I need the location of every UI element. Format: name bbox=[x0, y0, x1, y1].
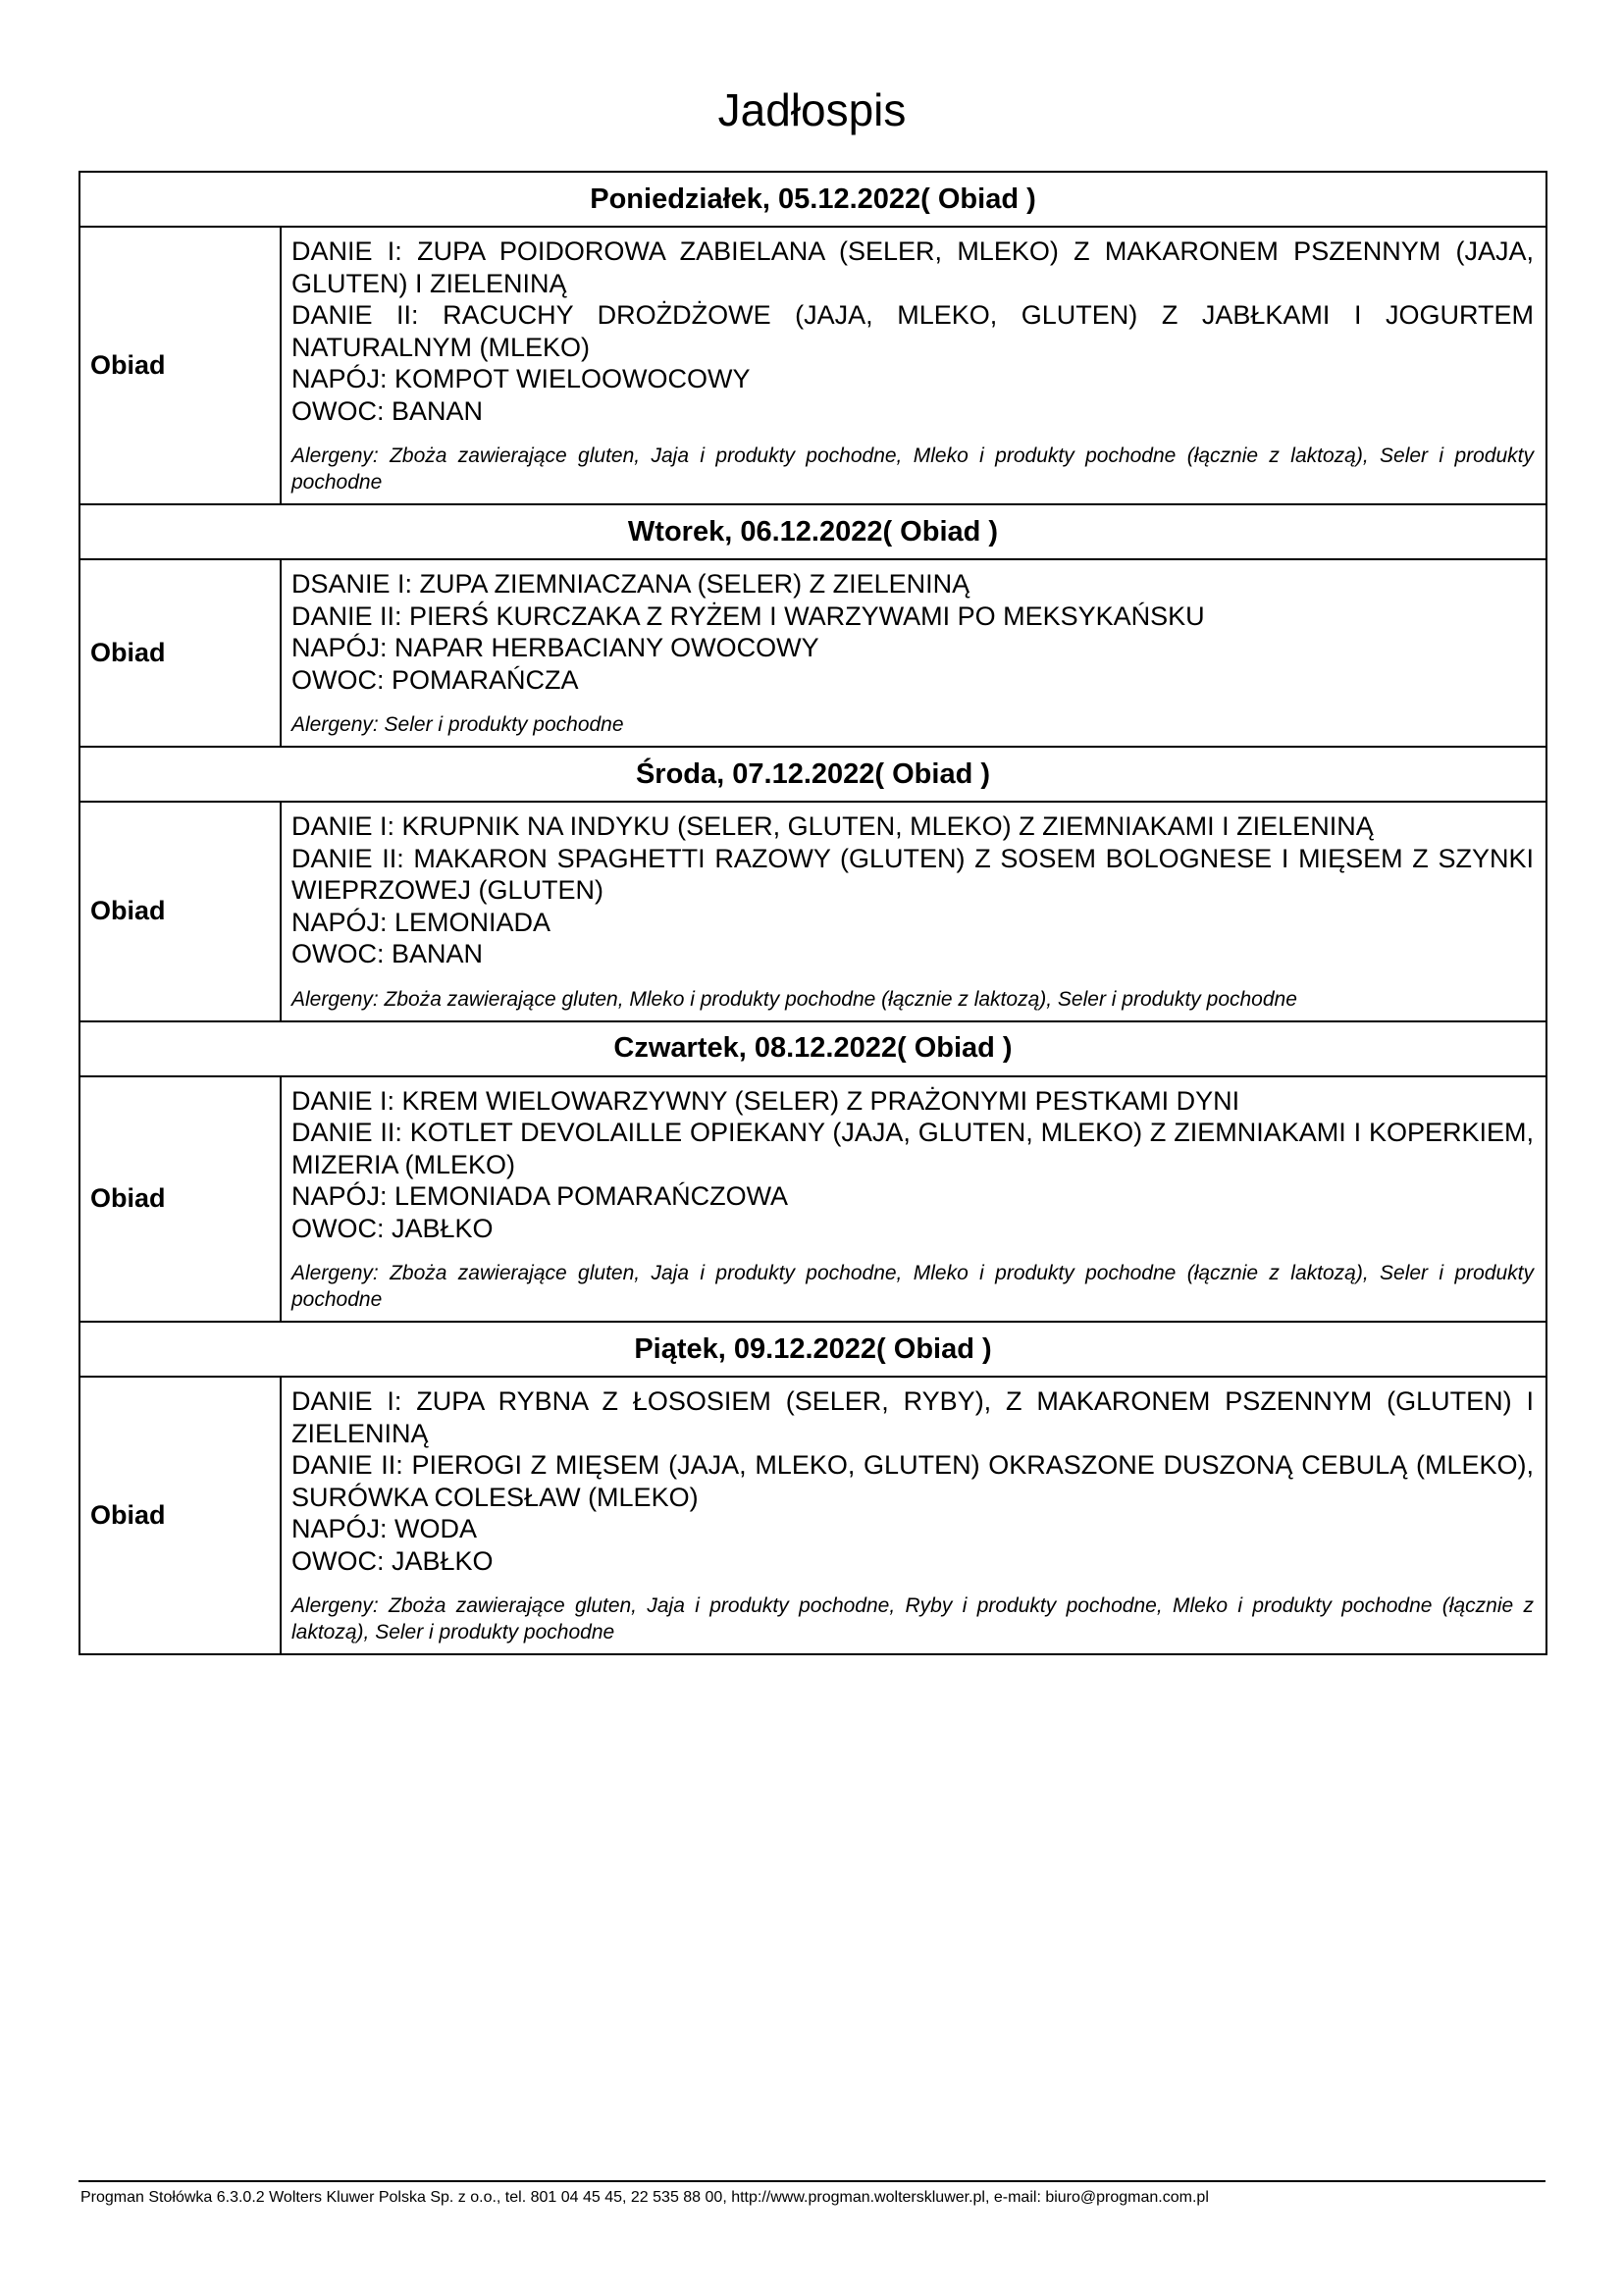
dish-fruit: OWOC: JABŁKO bbox=[291, 1213, 494, 1243]
dish-fruit: OWOC: JABŁKO bbox=[291, 1545, 494, 1576]
dish-drink: NAPÓJ: LEMONIADA bbox=[291, 907, 551, 937]
dish-list bbox=[291, 810, 1534, 970]
day-header-row bbox=[79, 747, 1546, 802]
meal-label: Obiad bbox=[79, 227, 281, 504]
day-header: Czwartek, 08.12.2022( Obiad ) bbox=[79, 1021, 1546, 1076]
menu-table bbox=[79, 171, 1547, 1655]
dish-second-course: DANIE II: RACUCHY DROŻDŻOWE (JAJA, MLEKO, GLUTEN) Z JABŁKAMI I JOGURTEM NATURALNYM (MLEKO) bbox=[291, 300, 1534, 362]
dish-drink: NAPÓJ: LEMONIADA POMARAŃCZOWA bbox=[291, 1181, 789, 1211]
dish-second-course: DANIE II: MAKARON SPAGHETTI RAZOWY (GLUTEN) Z SOSEM BOLOGNESE I MIĘSEM Z SZYNKI WIEPRZOWEJ (GLUTEN) bbox=[291, 843, 1534, 905]
dish-first-course: DANIE I: KRUPNIK NA INDYKU (SELER, GLUTEN, MLEKO) Z ZIEMNIAKAMI I ZIELENINĄ bbox=[291, 811, 1374, 841]
meal-content bbox=[281, 1076, 1546, 1323]
dish-first-course: DANIE I: ZUPA RYBNA Z ŁOSOSIEM (SELER, RYBY), Z MAKARONEM PSZENNYM (GLUTEN) I ZIELENINĄ bbox=[291, 1386, 1534, 1448]
meal-label: Obiad bbox=[79, 1076, 281, 1323]
allergens-note: Alergeny: Zboża zawierające gluten, Jaja i produkty pochodne, Mleko i produkty pochodne (łącznie z laktozą), Seler i produkty pochodne bbox=[291, 1262, 1534, 1311]
meal-row bbox=[79, 802, 1546, 1021]
meal-row bbox=[79, 227, 1546, 504]
footer-divider bbox=[79, 2180, 1545, 2182]
dish-fruit: OWOC: BANAN bbox=[291, 395, 484, 426]
dish-fruit: OWOC: POMARAŃCZA bbox=[291, 664, 579, 695]
day-header-row bbox=[79, 172, 1546, 227]
dish-second-course: DANIE II: KOTLET DEVOLAILLE OPIEKANY (JAJA, GLUTEN, MLEKO) Z ZIEMNIAKAMI I KOPERKIEM, MIZERIA (MLEKO) bbox=[291, 1118, 1534, 1179]
dish-first-course: DANIE I: KREM WIELOWARZYWNY (SELER) Z PRAŻONYMI PESTKAMI DYNI bbox=[291, 1085, 1240, 1116]
meal-content bbox=[281, 1377, 1546, 1654]
dish-first-course: DANIE I: ZUPA POIDOROWA ZABIELANA (SELER, MLEKO) Z MAKARONEM PSZENNYM (JAJA, GLUTEN) I ZIELENINĄ bbox=[291, 236, 1534, 298]
allergens-note: Alergeny: Zboża zawierające gluten, Jaja i produkty pochodne, Ryby i produkty pochodne, Mleko i produkty pochodne (łącznie z laktozą), Seler i produkty pochodne bbox=[291, 1594, 1534, 1644]
dish-list bbox=[291, 1085, 1534, 1245]
dish-drink: NAPÓJ: WODA bbox=[291, 1514, 478, 1543]
dish-list bbox=[291, 235, 1534, 427]
dish-second-course: DANIE II: PIERŚ KURCZAKA Z RYŻEM I WARZYWAMI PO MEKSYKAŃSKU bbox=[291, 600, 1205, 631]
meal-label: Obiad bbox=[79, 1377, 281, 1654]
day-header: Środa, 07.12.2022( Obiad ) bbox=[79, 747, 1546, 802]
meal-content bbox=[281, 227, 1546, 504]
day-header: Poniedziałek, 05.12.2022( Obiad ) bbox=[79, 172, 1546, 227]
meal-label: Obiad bbox=[79, 802, 281, 1021]
dish-list bbox=[291, 1385, 1534, 1577]
meal-label: Obiad bbox=[79, 559, 281, 747]
dish-list bbox=[291, 568, 1534, 696]
meal-content bbox=[281, 802, 1546, 1021]
meal-row bbox=[79, 1076, 1546, 1323]
day-header-row bbox=[79, 1021, 1546, 1076]
dish-drink: NAPÓJ: NAPAR HERBACIANY OWOCOWY bbox=[291, 633, 819, 662]
day-header: Wtorek, 06.12.2022( Obiad ) bbox=[79, 504, 1546, 559]
meal-row bbox=[79, 1377, 1546, 1654]
dish-fruit: OWOC: BANAN bbox=[291, 939, 484, 968]
footer-text: Progman Stołówka 6.3.0.2 Wolters Kluwer Polska Sp. z o.o., tel. 801 04 45 45, 22 535 88 00, http://www.progman.wolterskluwer.pl, e-mail: biuro@progman.com.pl bbox=[80, 2189, 1209, 2206]
dish-drink: NAPÓJ: KOMPOT WIELOOWOCOWY bbox=[291, 364, 751, 393]
page-title: Jadłospis bbox=[717, 84, 907, 135]
day-header-row bbox=[79, 1322, 1546, 1377]
allergens-note: Alergeny: Zboża zawierające gluten, Jaja i produkty pochodne, Mleko i produkty pochodne (łącznie z laktozą), Seler i produkty pochodne bbox=[291, 444, 1534, 494]
meal-content bbox=[281, 559, 1546, 747]
dish-second-course: DANIE II: PIEROGI Z MIĘSEM (JAJA, MLEKO, GLUTEN) OKRASZONE DUSZONĄ CEBULĄ (MLEKO), SURÓWKA COLESŁAW (MLEKO) bbox=[291, 1450, 1534, 1512]
meal-row bbox=[79, 559, 1546, 747]
dish-first-course: DSANIE I: ZUPA ZIEMNIACZANA (SELER) Z ZIELENINĄ bbox=[291, 569, 970, 599]
allergens-note: Alergeny: Zboża zawierające gluten, Mleko i produkty pochodne (łącznie z laktozą), Seler i produkty pochodne bbox=[291, 987, 1297, 1011]
day-header: Piątek, 09.12.2022( Obiad ) bbox=[79, 1322, 1546, 1377]
day-header-row bbox=[79, 504, 1546, 559]
allergens-note: Alergeny: Seler i produkty pochodne bbox=[291, 713, 624, 736]
